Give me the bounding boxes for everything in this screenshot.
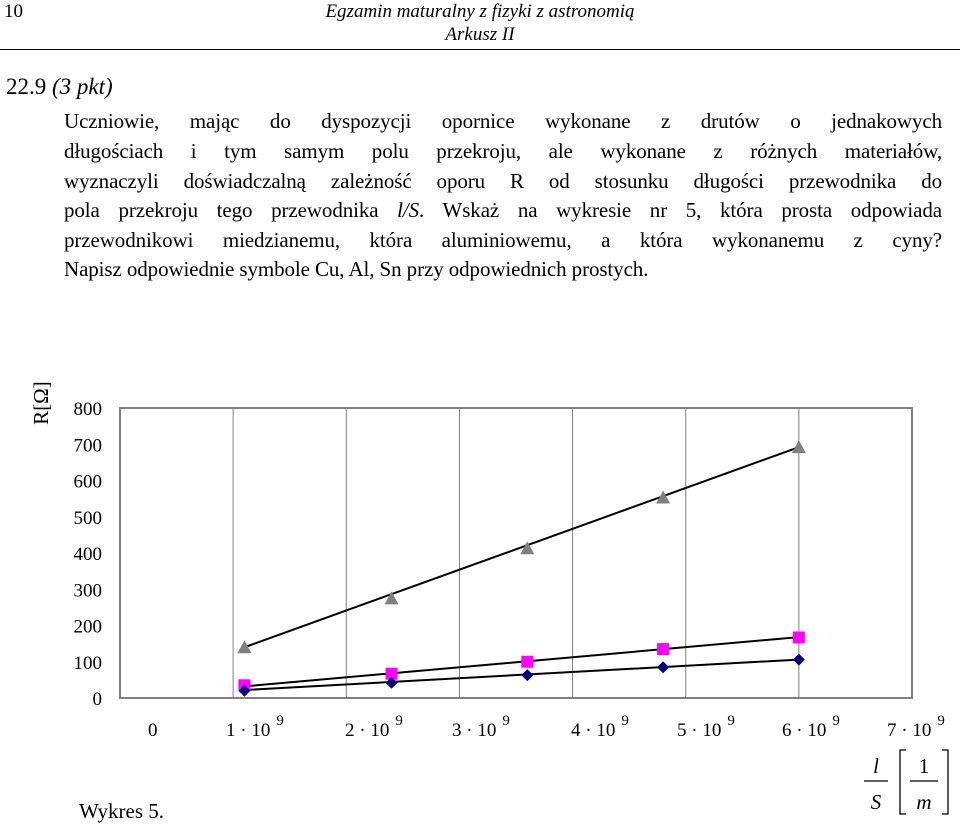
y-tick-label: 200 xyxy=(73,616,102,638)
task-text-line-4-start: pola przekroju tego przewodnika xyxy=(64,198,398,222)
x-tick-label: 4 · 10 $^9$ xyxy=(571,713,629,741)
x-tick-exponent: 9 xyxy=(276,713,284,729)
data-point-square xyxy=(657,643,669,655)
task-text-line-1: Uczniowie, mając do dyspozycji opornice wykonane z drutów o jednakowych xyxy=(64,109,942,133)
x-tick-label: 3 · 10 $^9$ xyxy=(452,713,510,741)
page-number: 10 xyxy=(4,1,23,22)
task-text-line-5: przewodnikowi miedzianemu, która aluminiowemu, a która wykonanemu z cyny? xyxy=(64,228,942,252)
x-tick-label: 1 · 10 $^9$ xyxy=(226,713,284,741)
x-unit-denominator: m xyxy=(916,790,932,814)
x-tick-exponent: 9 xyxy=(727,713,735,729)
task-text-line-2: długościach i tym samym polu przekroju, ale wykonane z różnych materiałów, xyxy=(64,139,942,163)
y-tick-label: 100 xyxy=(73,652,102,674)
x-unit-numerator: 1 xyxy=(918,754,930,778)
x-tick-label: 2 · 10 $^9$ xyxy=(345,713,403,741)
x-tick-exponent: 9 xyxy=(621,713,629,729)
data-point-square xyxy=(521,656,533,668)
data-point-square xyxy=(793,631,805,643)
task-text-line-3: wyznaczyli doświadczalną zależność oporu R od stosunku długości przewodnika do xyxy=(64,169,942,193)
x-tick-exponent: 9 xyxy=(502,713,510,729)
y-tick-label: 800 xyxy=(73,399,102,420)
x-tick-label: 6 · 10 $^9$ xyxy=(782,713,840,741)
x-axis-label-numerator: l xyxy=(873,754,879,778)
x-tick-exponent: 9 xyxy=(937,713,945,729)
x-tick-exponent: 9 xyxy=(395,713,403,729)
y-tick-label: 0 xyxy=(92,689,102,710)
x-tick-exponent: 9 xyxy=(832,713,840,729)
x-axis-label-denominator: S xyxy=(870,790,882,814)
chart-caption: Wykres 5. xyxy=(79,799,165,823)
x-tick-label: 0 xyxy=(148,720,158,741)
y-tick-label: 700 xyxy=(73,435,102,457)
x-unit-left-bracket xyxy=(900,750,906,814)
task-text-line-6: Napisz odpowiednie symbole Cu, Al, Sn przy odpowiednich prostych. xyxy=(64,257,649,281)
task-points: (3 pkt) xyxy=(52,74,113,99)
header-subtitle: Arkusz II xyxy=(445,24,515,45)
x-tick-label: 7 · 10 $^9$ xyxy=(887,713,945,741)
header-title: Egzamin maturalny z fizyki z astronomią xyxy=(325,1,635,22)
y-tick-label: 600 xyxy=(73,471,102,493)
y-axis-label: R[Ω] xyxy=(29,381,53,425)
y-tick-label: 500 xyxy=(73,507,102,529)
x-tick-label: 5 · 10 $^9$ xyxy=(677,713,735,741)
y-tick-label: 300 xyxy=(73,580,102,602)
task-number: 22.9 xyxy=(6,74,47,99)
formula-l-over-s: l/S xyxy=(397,198,420,222)
task-text-line-4-end: . Wskaż na wykresie nr 5, która prosta odpowiada xyxy=(419,198,942,222)
x-unit-right-bracket xyxy=(942,750,948,814)
y-tick-label: 400 xyxy=(73,544,102,565)
